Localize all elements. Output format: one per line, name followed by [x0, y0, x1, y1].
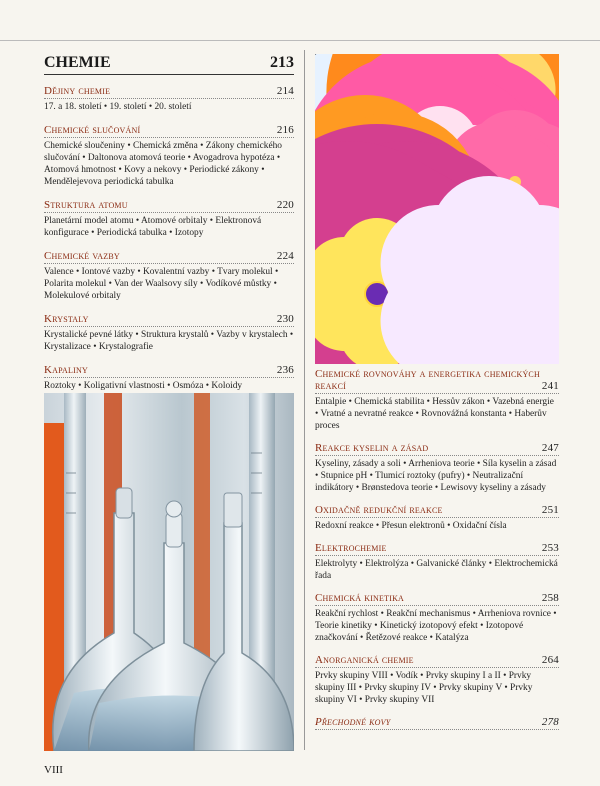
entry-title[interactable]: Chemické vazby — [44, 250, 120, 262]
entry-topics: Prvky skupiny VIII • Vodík • Prvky skupiny I a II • Prvky skupiny III • Prvky skupiny IV • Prvky skupiny V • Prvky skupiny VI • Prvky skupiny VII — [315, 671, 533, 705]
toc-entry[interactable] — [44, 85, 294, 113]
entry-topics: Kyseliny, zásady a soli • Arrheniova teorie • Síla kyselin a zásad • Stupnice pH • Tlumicí roztoky (pufry) • Neutralizační indikátory • Brønstedova teorie • Lewisovy kyseliny a zásady — [315, 459, 557, 493]
entry-page: 214 — [276, 85, 294, 97]
left-column — [44, 54, 294, 403]
entry-title[interactable]: Chemické slučování — [44, 124, 141, 136]
toc-entry[interactable] — [44, 250, 294, 302]
right-column — [315, 368, 559, 740]
entry-title[interactable]: Chemické rovnováhy a energetika chemických reakcí — [315, 368, 540, 392]
entry-page: 220 — [276, 199, 294, 211]
entry-page: 230 — [276, 313, 294, 325]
entry-title[interactable]: Dějiny chemie — [44, 85, 111, 97]
entry-page: 258 — [541, 592, 559, 604]
page-number: VIII — [44, 764, 63, 776]
entry-topics: Chemické sloučeniny • Chemická změna • Zákony chemického slučování • Daltonova atomová teorie • Avogadrova hypotéza • Atomová hmotnost • Kovy a nekovy • Periodické zákony • Mendělejevova periodická tabulka — [44, 141, 282, 187]
entry-topics: 17. a 18. století • 19. století • 20. století — [44, 102, 192, 112]
toc-entry[interactable] — [44, 124, 294, 188]
column-rule — [304, 50, 305, 750]
entry-title[interactable]: Krystaly — [44, 313, 89, 325]
entry-title[interactable]: Reakce kyselin a zásad — [315, 442, 429, 454]
entry-title[interactable]: Anorganická chemie — [315, 654, 414, 666]
entry-page: 247 — [541, 442, 559, 454]
entry-title[interactable]: Chemická kinetika — [315, 592, 405, 604]
laboratory-flasks-photo — [44, 393, 294, 751]
entry-title[interactable]: Struktura atomu — [44, 199, 128, 211]
entry-page: 278 — [541, 716, 559, 728]
entry-title[interactable]: Oxidačně redukční reakce — [315, 504, 443, 516]
top-rule — [0, 40, 600, 41]
toc-entry[interactable] — [315, 504, 559, 532]
entry-page: 251 — [541, 504, 559, 516]
entry-page: 253 — [541, 542, 559, 554]
entry-title[interactable]: Elektrochemie — [315, 542, 387, 554]
chapter-heading — [44, 54, 294, 75]
entry-title[interactable]: Přechodné kovy — [315, 716, 391, 728]
chapter-page: 213 — [270, 54, 294, 71]
toc-entry[interactable] — [315, 592, 559, 644]
entry-topics: Krystalické pevné látky • Struktura krystalů • Vazby v krystalech • Krystalizace • Krystalografie — [44, 330, 294, 352]
entry-page: 236 — [276, 364, 294, 376]
entry-page: 264 — [541, 654, 559, 666]
entry-topics: Entalpie • Chemická stabilita • Hessův zákon • Vazebná energie • Vratné a nevratné reakce • Rovnovážná konstanta • Haberův proces — [315, 397, 554, 431]
entry-page: 216 — [276, 124, 294, 136]
entry-topics: Valence • Iontové vazby • Kovalentní vazby • Tvary molekul • Polarita molekul • Van der Waalsovy síly • Vodíkové můstky • Molekulové orbitaly — [44, 267, 279, 301]
toc-entry[interactable] — [44, 364, 294, 392]
toc-entry[interactable] — [315, 654, 559, 706]
toc-entry[interactable] — [44, 199, 294, 239]
toc-entry[interactable] — [44, 313, 294, 353]
toc-entry[interactable] — [315, 368, 559, 432]
entry-topics: Roztoky • Koligativní vlastnosti • Osmóza • Koloidy — [44, 381, 243, 391]
snowflake-crystals-photo — [315, 54, 559, 364]
entry-topics: Redoxní reakce • Přesun elektronů • Oxidační čísla — [315, 521, 507, 531]
toc-entry[interactable] — [315, 542, 559, 582]
entry-page: 224 — [276, 250, 294, 262]
entry-page: 241 — [541, 380, 559, 392]
toc-entry[interactable] — [315, 442, 559, 494]
chapter-title: CHEMIE — [44, 54, 111, 71]
entry-title[interactable]: Kapaliny — [44, 364, 88, 376]
entry-topics: Elektrolyty • Elektrolýza • Galvanické články • Elektrochemická řada — [315, 559, 558, 581]
flasks-illustration — [44, 393, 294, 751]
entry-topics: Reakční rychlost • Reakční mechanismus • Arrheniova rovnice • Teorie kinetiky • Kinetický izotopový efekt • Izotopové značkování • Řetězové reakce • Katalýza — [315, 609, 557, 643]
toc-entry[interactable] — [315, 716, 559, 730]
snowflake-illustration — [315, 54, 559, 364]
entry-topics: Planetární model atomu • Atomové orbitaly • Elektronová konfigurace • Periodická tabulka • Izotopy — [44, 216, 262, 238]
